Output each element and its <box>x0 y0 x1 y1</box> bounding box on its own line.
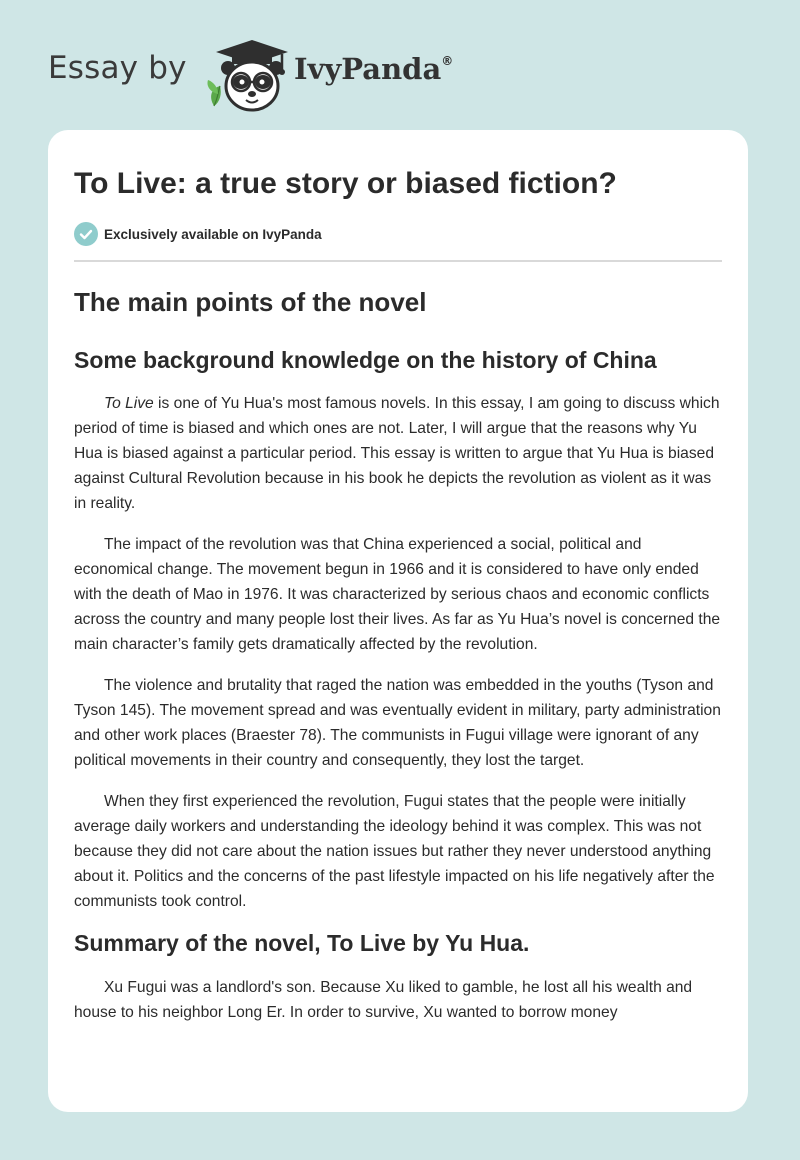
paragraph-1: To Live is one of Yu Hua's most famous novels. In this essay, I am going to discuss which period of time is biased and which ones are not. Later, I will argue that the reasons why Yu Hua is biased against a particular period. This essay is written to argue that Yu Hua is biased against Cultural Revolution because in his book he depicts the revolution as violent as it was in reality. <box>74 395 720 512</box>
brand-logo-text[interactable]: IvyPanda® <box>294 52 454 86</box>
paragraph-2: The impact of the revolution was that China experienced a social, political and economical change. The movement begun in 1966 and it is considered to have only ended with the death of Mao in 1976. It was characterized by serious chaos and economic conflicts across the country and many people lost their lives. As far as Yu Hua’s novel is concerned the main character’s family gets dramatically affected by the revolution. <box>74 536 721 653</box>
essay-by-label: Essay by <box>48 50 187 86</box>
subheading-history: Some background knowledge on the history of China <box>74 347 657 373</box>
site-header <box>48 30 752 114</box>
registered-mark: ® <box>441 54 454 68</box>
panda-graduate-icon[interactable] <box>204 36 294 114</box>
paragraph-4: When they first experienced the revolution, Fugui states that the people were initially average daily workers and understanding the ideology behind it was complex. This was not because they did not care about the nation issues but rather they never understood anything about it. Politics and the concerns of the past lifestyle impacted on his life negatively after the communists took control. <box>74 793 715 910</box>
check-circle-icon <box>74 222 98 246</box>
exclusive-badge-label: Exclusively available on IvyPanda <box>104 226 322 242</box>
essay-card <box>48 130 748 1112</box>
section-heading: The main points of the novel <box>74 287 427 317</box>
paragraph-3: The violence and brutality that raged the nation was embedded in the youths (Tyson and Tyson 145). The movement spread and was eventually evident in military, party administration and other work places (Braester 78). The communists in Fugui village were ignorant of any political movements in their country and consequently, they lost the target. <box>74 677 721 769</box>
exclusive-badge <box>74 222 322 246</box>
title-divider <box>74 260 722 262</box>
page-title: To Live: a true story or biased fiction? <box>74 167 617 200</box>
essay-body <box>74 280 724 1025</box>
novel-title-italic: To Live <box>104 395 154 412</box>
subheading-summary: Summary of the novel, To Live by Yu Hua. <box>74 930 530 956</box>
paragraph-5: Xu Fugui was a landlord's son. Because Xu liked to gamble, he lost all his wealth and house to his neighbor Long Er. In order to survive, Xu wanted to borrow money <box>74 979 693 1021</box>
